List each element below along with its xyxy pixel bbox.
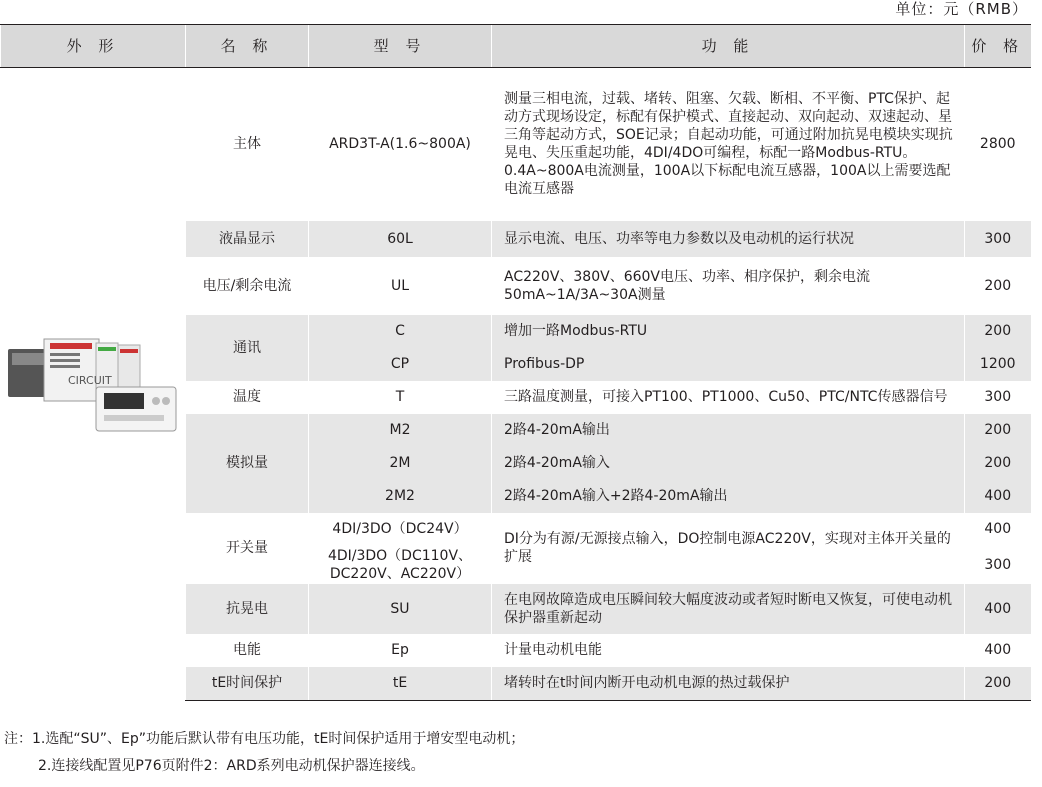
footnotes: [4, 726, 524, 780]
row-price: 400: [965, 480, 1031, 513]
row-price: 200: [965, 257, 1031, 315]
footnote-2: 2.连接线配置见P76页附件2：ARD系列电动机保护器连接线。: [38, 758, 425, 774]
row-model: ARD3T-A(1.6~800A): [309, 68, 492, 221]
footnote-1: 注：1.选配“SU”、Ep”功能后默认带有电压功能，tE时间保护适用于增安型电动机；: [4, 731, 525, 747]
row-name: 温度: [186, 381, 309, 414]
row-function: Profibus-DP: [492, 348, 965, 381]
row-model: Ep: [309, 634, 492, 667]
row-function: 在电网故障造成电压瞬间较大幅度波动或者短时断电又恢复，可使电动机保护器重新起动: [492, 584, 965, 634]
row-price: 300: [965, 546, 1031, 584]
row-model: 60L: [309, 221, 492, 257]
row-price: 200: [965, 315, 1031, 348]
row-model: SU: [309, 584, 492, 634]
row-price: 200: [965, 447, 1031, 480]
row-function: 2路4-20mA输出: [492, 414, 965, 447]
device-logo-text: CIRCUIT: [67, 374, 112, 387]
product-image-cell: [1, 68, 186, 701]
row-price: 400: [965, 584, 1031, 634]
table-row: [1, 68, 1031, 221]
row-model: UL: [309, 257, 492, 315]
row-model: CP: [309, 348, 492, 381]
row-price: 1200: [965, 348, 1031, 381]
row-name: 电压/剩余电流: [186, 257, 309, 315]
row-price: 300: [965, 381, 1031, 414]
row-function: 2路4-20mA输入+2路4-20mA输出: [492, 480, 965, 513]
header-price: 价 格: [965, 25, 1031, 68]
product-image: [6, 329, 181, 439]
row-name: 开关量: [186, 513, 309, 584]
row-function: AC220V、380V、660V电压、功率、相序保护，剩余电流50mA~1A/3A~30A测量: [492, 257, 965, 315]
row-function: 显示电流、电压、功率等电力参数以及电动机的运行状况: [492, 221, 965, 257]
row-function: DI分为有源/无源接点输入，DO控制电源AC220V，实现对主体开关量的扩展: [492, 513, 965, 584]
row-model: 4DI/3DO（DC24V）: [309, 513, 492, 546]
row-price: 400: [965, 634, 1031, 667]
row-function: 计量电动机电能: [492, 634, 965, 667]
row-model: 2M: [309, 447, 492, 480]
header-function: 功 能: [492, 25, 965, 68]
row-function: 增加一路Modbus-RTU: [492, 315, 965, 348]
row-name: tE时间保护: [186, 667, 309, 701]
row-name: 通讯: [186, 315, 309, 381]
row-model: 4DI/3DO（DC110V、DC220V、AC220V）: [309, 546, 492, 584]
row-model: C: [309, 315, 492, 348]
header-appearance: 外 形: [1, 25, 186, 68]
row-name: 液晶显示: [186, 221, 309, 257]
device-illustration: [6, 329, 181, 439]
row-price: 2800: [965, 68, 1031, 221]
price-table-container: [0, 24, 1030, 701]
row-model: tE: [309, 667, 492, 701]
row-price: 200: [965, 414, 1031, 447]
header-model: 型 号: [309, 25, 492, 68]
table-header-row: [1, 25, 1031, 68]
row-name: 模拟量: [186, 414, 309, 513]
row-model: 2M2: [309, 480, 492, 513]
unit-label: 单位：元（RMB）: [895, 0, 1028, 18]
row-function: 测量三相电流，过载、堵转、阻塞、欠载、断相、不平衡、PTC保护、起动方式现场设定，标配有保护模式、直接起动、双向起动、双速起动、星三角等起动方式，SOE记录；自起动功能，可通过附加抗晃电模块实现抗晃电、失压重起功能，4DI/4DO可编程，标配一路Modbus-RTU。0.4A~800A电流测量，100A以下标配电流互感器，100A以上需要选配电流互感器: [492, 68, 965, 221]
row-price: 200: [965, 667, 1031, 701]
row-function: 2路4-20mA输入: [492, 447, 965, 480]
row-price: 400: [965, 513, 1031, 546]
header-name: 名 称: [186, 25, 309, 68]
row-price: 300: [965, 221, 1031, 257]
row-name: 主体: [186, 68, 309, 221]
row-model: T: [309, 381, 492, 414]
row-function: 三路温度测量，可接入PT100、PT1000、Cu50、PTC/NTC传感器信号: [492, 381, 965, 414]
row-name: 抗晃电: [186, 584, 309, 634]
row-name: 电能: [186, 634, 309, 667]
row-function: 堵转时在t时间内断开电动机电源的热过载保护: [492, 667, 965, 701]
price-table: [0, 24, 1031, 701]
row-model: M2: [309, 414, 492, 447]
